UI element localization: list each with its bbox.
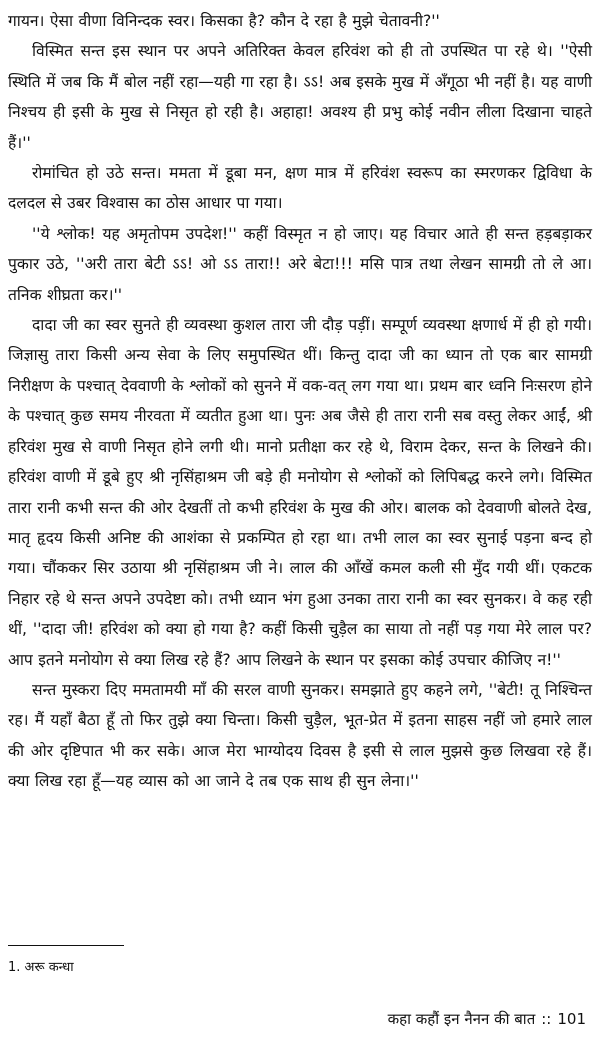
paragraph-continuation: गायन। ऐसा वीणा विनिन्दक स्वर। किसका है? कौन दे रहा है मुझे चेतावनी?'' <box>8 12 440 30</box>
paragraph-saint-reassures: सन्त मुस्करा दिए ममतामयी माँ की सरल वाणी सुनकर। समझाते हुए कहने लगे, ''बेटी! तू निश्चिन्त रह। मैं यहाँ बैठा हूँ तो फिर तुझे क्या चिन्ता। किसी चुड़ैल, भूत-प्रेत में इतना साहस नहीं जो हमारे लाल की ओर दृष्टिपात भी कर सके। आज मेरा भाग्योदय दिवस है इसी से लाल मुझसे कुछ लिखवा रहे हैं। क्या लिख रहा हूँ—यह व्यास को आ जाने दे तब एक साथ ही सुन लेना।'' <box>8 680 592 791</box>
paragraph-call-tara: ''ये श्लोक! यह अमृतोपम उपदेश!'' कहीं विस्मृत न हो जाए। यह विचार आते ही सन्त हड़बड़ाकर पुकार उठे, ''अरी तारा बेटी ऽऽ! ओ ऽऽ तारा!! अरे बेटा!!! मसि पात्र तथा लेखन सामग्री तो ले आ। तनिक शीघ्रता कर।'' <box>8 224 592 304</box>
footnote-divider <box>8 945 124 946</box>
page-number: 101 <box>557 1010 586 1028</box>
running-footer <box>388 1008 586 1030</box>
paragraph-saint-thrilled: रोमांचित हो उठे सन्त। ममता में डूबा मन, क्षण मात्र में हरिवंश स्वरूप का स्मरणकर द्विविधा के दलदल से उबर विश्वास का ठोस आधार पा गया। <box>8 164 592 213</box>
paragraph-writing-verses: दादा जी का स्वर सुनते ही व्यवस्था कुशल तारा जी दौड़ पड़ीं। सम्पूर्ण व्यवस्था क्षणार्ध में ही हो गयी। जिज्ञासु तारा किसी अन्य सेवा के लिए समुपस्थित थीं। किन्तु दादा जी का ध्यान तो एक बार सामग्री निरीक्षण के पश्चात् देववाणी के श्लोकों को सुनने में वक-वत् लग गया था। प्रथम बार ध्वनि निःसरण होने के पश्चात् कुछ समय नीरवता में व्यतीत हुआ था। पुनः अब जैसे ही तारा रानी सब वस्तु लेकर आईं, श्री हरिवंश मुख से वाणी निसृत होने लगी थी। मानो प्रतीक्षा कर रहे थे, विराम देकर, सन्त के लिखने की। हरिवंश वाणी में डूबे हुए श्री नृसिंहाश्रम जी बड़े ही मनोयोग से श्लोकों को लिपिबद्ध करने लगे। विस्मित तारा रानी कभी सन्त की ओर देखतीं तो कभी हरिवंश के मुख की ओर। बालक को देववाणी बोलते देख, मातृ हृदय किसी अनिष्ट की आशंका से प्रकम्पित हो रहा था। तभी लाल का स्वर सुनाई पड़ना बन्द हो गया। चौंककर सिर उठाया श्री नृसिंहाश्रम जी ने। लाल की आँखें कमल कली सी मुँद गयी थीं। एकटक निहार रहे थे सन्त अपने उपदेष्टा को। तभी ध्यान भंग हुआ उनका तारा रानी का स्वर सुनकर। वे कह रही थीं, ''दादा जी! हरिवंश को क्या हो गया है? कहीं किसी चुड़ैल का साया तो नहीं पड़ गया मेरे लाल पर? आप इतने मनोयोग से क्या लिख रहे हैं? आप लिखने के स्थान पर इसका कोई उपचार कीजिए न!'' <box>8 316 592 669</box>
paragraph-saint-astonished: विस्मित सन्त इस स्थान पर अपने अतिरिक्त केवल हरिवंश को ही तो उपस्थित पा रहे थे। ''ऐसी स्थिति में जब कि मैं बोल नहीं रहा—यही गा रहा है। ऽऽ! अब इसके मुख में अँगूठा भी नहीं है। यह वाणी निश्चय ही इसी के मुख से निसृत हो रही है। अहाहा! अवश्य ही प्रभु कोई नवीन लीला दिखाना चाहते हैं।'' <box>8 42 592 152</box>
book-title: कहा कहौं इन नैनन की बात <box>387 1010 536 1028</box>
footer-separator: :: <box>541 1010 552 1028</box>
footnote: 1. अरू कन्धा <box>8 960 74 975</box>
